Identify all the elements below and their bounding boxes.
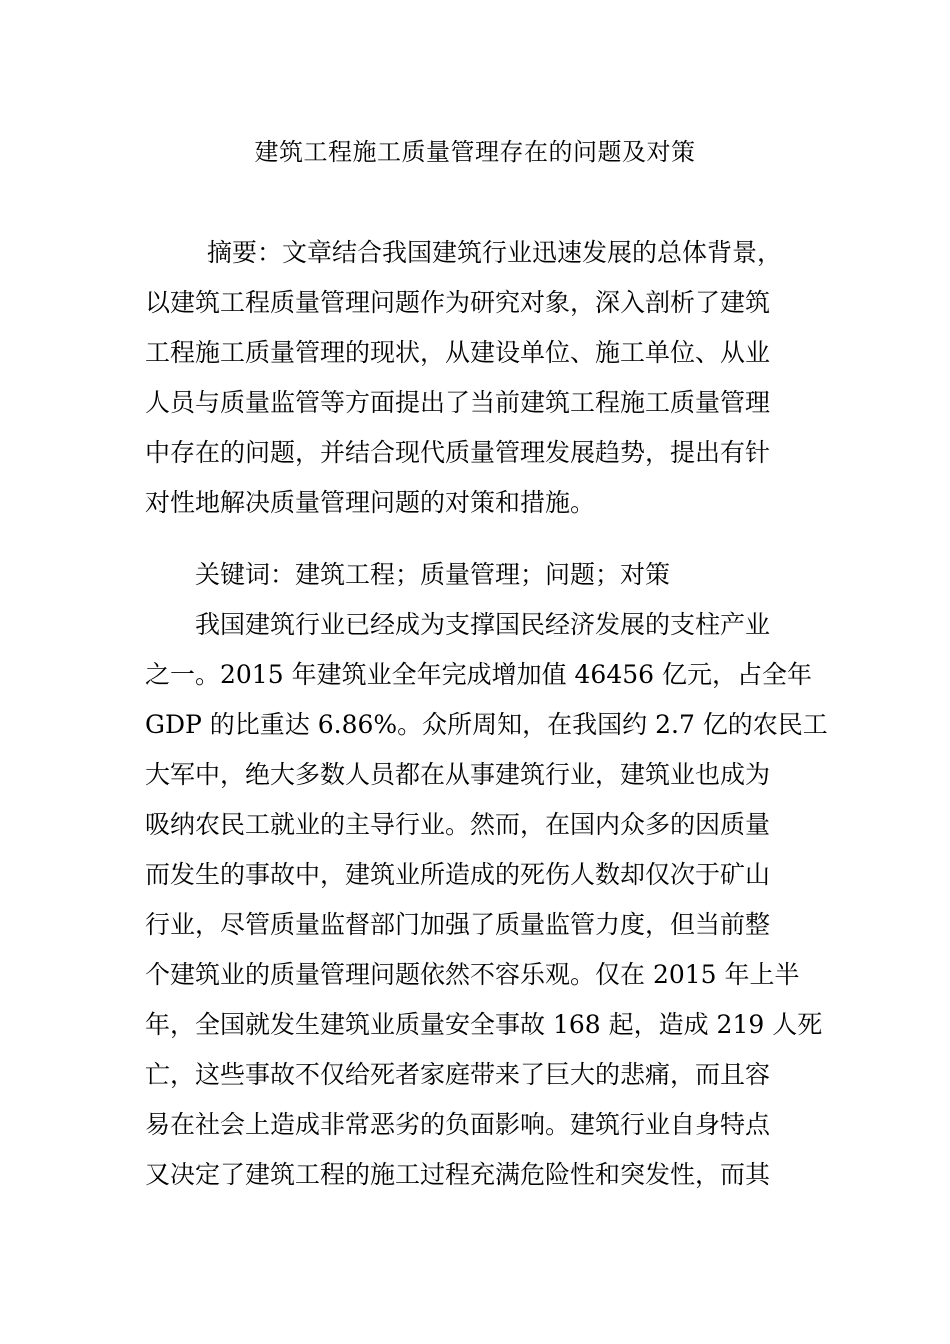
abstract-line: 对性地解决质量管理问题的对策和措施。 xyxy=(145,488,596,517)
body-line: 个建筑业的质量管理问题依然不容乐观。仅在 2015 年上半 xyxy=(145,960,800,989)
keywords-paragraph xyxy=(145,550,805,600)
body-line: 易在社会上造成非常恶劣的负面影响。建筑行业自身特点 xyxy=(145,1110,771,1139)
body-line: 又决定了建筑工程的施工过程充满危险性和突发性，而其 xyxy=(145,1160,771,1189)
document-title: 建筑工程施工质量管理存在的问题及对策 xyxy=(254,138,696,166)
abstract-paragraph xyxy=(145,228,805,528)
body-line: 亡，这些事故不仅给死者家庭带来了巨大的悲痛，而且容 xyxy=(145,1060,771,1089)
body-line: 而发生的事故中，建筑业所造成的死伤人数却仅次于矿山 xyxy=(145,860,771,889)
body-paragraph xyxy=(145,600,828,1200)
body-line: 年，全国就发生建筑业质量安全事故 168 起，造成 219 人死 xyxy=(145,1010,823,1039)
body-line: 吸纳农民工就业的主导行业。然而，在国内众多的因质量 xyxy=(145,810,771,839)
abstract-line: 中存在的问题，并结合现代质量管理发展趋势，提出有针 xyxy=(145,438,771,467)
body-line: 行业，尽管质量监督部门加强了质量监管力度，但当前整 xyxy=(145,910,771,939)
abstract-line: 以建筑工程质量管理问题作为研究对象，深入剖析了建筑 xyxy=(145,288,771,317)
keywords-line: 关键词：建筑工程；质量管理；问题；对策 xyxy=(195,560,671,589)
abstract-line: 人员与质量监管等方面提出了当前建筑工程施工质量管理 xyxy=(145,388,771,417)
body-line: 大军中，绝大多数人员都在从事建筑行业，建筑业也成为 xyxy=(145,760,771,789)
abstract-line: 工程施工质量管理的现状，从建设单位、施工单位、从业 xyxy=(145,338,771,367)
body-line: 我国建筑行业已经成为支撑国民经济发展的支柱产业 xyxy=(195,610,771,639)
body-line: GDP 的比重达 6.86%。众所周知，在我国约 2.7 亿的农民工 xyxy=(145,710,828,739)
abstract-line: 摘要：文章结合我国建筑行业迅速发展的总体背景， xyxy=(207,238,783,267)
body-line: 之一。2015 年建筑业全年完成增加值 46456 亿元，占全年 xyxy=(145,660,812,689)
